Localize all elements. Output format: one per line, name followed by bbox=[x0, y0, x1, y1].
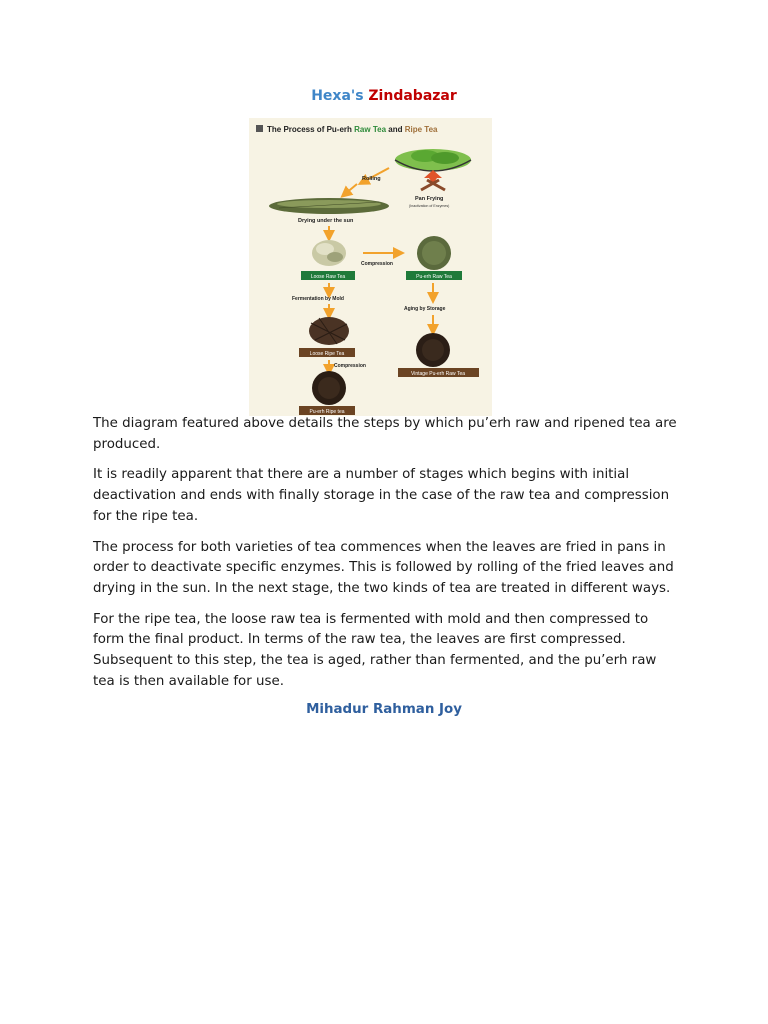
author-signature: Mihadur Rahman Joy bbox=[306, 702, 462, 717]
header-brand-part2: Zindabazar bbox=[368, 88, 457, 104]
step-vintage-raw: Vintage Pu-erh Raw Tea bbox=[410, 371, 466, 377]
step-loose-ripe: Loose Ripe Tea bbox=[309, 351, 345, 357]
drying-leaves-icon bbox=[269, 198, 389, 214]
diagram-title-raw: Raw Tea bbox=[354, 125, 387, 134]
step-drying: Drying under the sun bbox=[298, 218, 354, 224]
step-compression-2: Compression bbox=[334, 363, 366, 369]
diagram-title-and: and bbox=[388, 125, 403, 134]
diagram-title-prefix: The Process of Pu-erh bbox=[267, 125, 352, 134]
puerh-process-diagram bbox=[249, 118, 492, 416]
step-fermentation: Fermentation by Mold bbox=[292, 296, 344, 302]
step-puerh-ripe: Pu-erh Ripe tea bbox=[309, 409, 345, 415]
step-pan-frying-note: (Inactivation of Enzymes) bbox=[409, 204, 450, 208]
paragraph-1: The diagram featured above details the steps by which pu’erh raw and ripened tea are produced. bbox=[93, 416, 677, 452]
paragraph-3: The process for both varieties of tea commences when the leaves are fried in pans in order to deactivate specific enzymes. This is followed by rolling of the fried leaves and drying in the sun. In the next stage, the two kinds of tea are treated in different ways. bbox=[93, 539, 674, 596]
step-pan-frying: Pan Frying bbox=[415, 196, 444, 202]
fire-icon bbox=[421, 170, 445, 190]
header-brand-part1: Hexa's bbox=[311, 88, 364, 104]
pan-frying-leaves-icon bbox=[395, 149, 471, 171]
step-aging: Aging by Storage bbox=[404, 306, 446, 312]
step-loose-raw: Loose Raw Tea bbox=[310, 274, 346, 280]
step-rolling: Rolling bbox=[362, 176, 381, 182]
step-puerh-raw: Pu-erh Raw Tea bbox=[416, 274, 452, 280]
step-compression-1: Compression bbox=[361, 261, 393, 267]
loose-raw-tea-icon bbox=[312, 240, 346, 266]
diagram-title-ripe: Ripe Tea bbox=[404, 125, 438, 134]
document-body bbox=[93, 414, 678, 702]
page-header bbox=[0, 88, 768, 104]
loose-ripe-tea-icon bbox=[309, 317, 349, 345]
title-square-icon bbox=[256, 125, 263, 132]
arrow-to-drying bbox=[345, 184, 357, 194]
paragraph-4: For the ripe tea, the loose raw tea is fermented with mold and then compressed to form the final product. In terms of the raw tea, the leaves are first compressed. Subsequent to this step, the tea is aged, rather than fermented, and the pu’erh raw tea is then available for use. bbox=[93, 611, 657, 689]
paragraph-2: It is readily apparent that there are a number of stages which begins with initial deactivation and ends with finally storage in the case of the raw tea and compression for the ripe tea. bbox=[93, 467, 670, 524]
diagram-title bbox=[267, 125, 438, 134]
